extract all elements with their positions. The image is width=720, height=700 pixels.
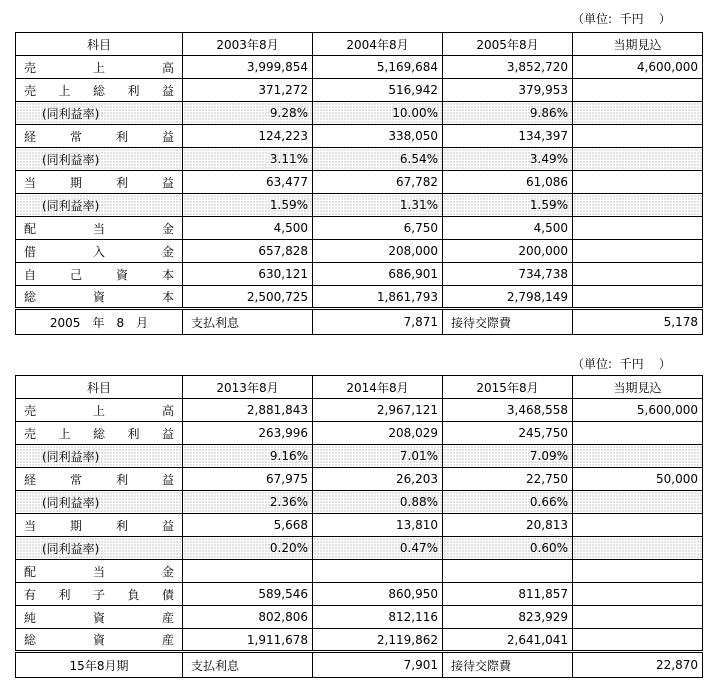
value-cell: 6,750 [313, 217, 443, 240]
value-cell: 7.01% [313, 445, 443, 468]
row-label-text: 自己資本 [24, 267, 174, 282]
value-cell [573, 514, 703, 537]
value-cell: 823,929 [443, 606, 573, 629]
interest-value: 7,871 [313, 309, 443, 335]
row-label [16, 399, 183, 422]
value-cell: 50,000 [573, 468, 703, 491]
value-cell: 3,852,720 [443, 56, 573, 79]
interest-value: 7,901 [313, 652, 443, 678]
row-label [16, 171, 183, 194]
value-cell: 263,996 [183, 422, 313, 445]
value-cell: 208,029 [313, 422, 443, 445]
table-row [16, 286, 703, 309]
interest-label: 支払利息 [183, 652, 313, 678]
value-cell: 9.86% [443, 102, 573, 125]
table-row [16, 514, 703, 537]
row-label-text: 有利子負債 [24, 587, 174, 602]
value-cell: 20,813 [443, 514, 573, 537]
value-cell: 0.88% [313, 491, 443, 514]
row-label: (同利益率) [16, 445, 183, 468]
table-row [16, 491, 703, 514]
value-cell: 0.20% [183, 537, 313, 560]
value-cell [573, 583, 703, 606]
financial-table-1 [15, 32, 703, 335]
value-cell: 1.31% [313, 194, 443, 217]
value-cell [313, 560, 443, 583]
value-cell: 9.16% [183, 445, 313, 468]
header-row [16, 376, 703, 399]
value-cell: 61,086 [443, 171, 573, 194]
value-cell: 124,223 [183, 125, 313, 148]
row-label [16, 629, 183, 652]
value-cell: 67,782 [313, 171, 443, 194]
table-1-body [16, 33, 703, 335]
row-label-text: 売上総利益 [24, 83, 174, 98]
column-header: 科目 [16, 33, 183, 56]
value-cell [573, 79, 703, 102]
row-label-text: 経常利益 [24, 472, 174, 487]
column-header: 当期見込 [573, 376, 703, 399]
value-cell [573, 171, 703, 194]
value-cell: 2,798,149 [443, 286, 573, 309]
financial-table-2 [15, 375, 703, 678]
value-cell: 3.11% [183, 148, 313, 171]
value-cell: 3,999,854 [183, 56, 313, 79]
value-cell [573, 606, 703, 629]
value-cell: 4,500 [183, 217, 313, 240]
value-cell: 6.54% [313, 148, 443, 171]
row-label-text: 配当金 [24, 564, 174, 579]
value-cell: 5,600,000 [573, 399, 703, 422]
table-row [16, 125, 703, 148]
column-header: 2004年8月 [313, 33, 443, 56]
value-cell: 657,828 [183, 240, 313, 263]
table-row [16, 560, 703, 583]
value-cell: 9.28% [183, 102, 313, 125]
value-cell: 200,000 [443, 240, 573, 263]
value-cell: 0.60% [443, 537, 573, 560]
table-row [16, 583, 703, 606]
table-row [16, 56, 703, 79]
value-cell: 13,810 [313, 514, 443, 537]
row-label-text: 売上高 [24, 403, 174, 418]
value-cell [573, 148, 703, 171]
footer-period: 15年8月期 [16, 652, 183, 678]
value-cell: 63,477 [183, 171, 313, 194]
table-row [16, 422, 703, 445]
table-row [16, 468, 703, 491]
table-2-body [16, 376, 703, 678]
table-row [16, 263, 703, 286]
footer-row [16, 309, 703, 335]
row-label-text: 当期利益 [24, 175, 174, 190]
row-label [16, 514, 183, 537]
value-cell: 516,942 [313, 79, 443, 102]
value-cell: 812,116 [313, 606, 443, 629]
row-label [16, 286, 183, 309]
interest-label: 支払利息 [183, 309, 313, 335]
table-row [16, 629, 703, 652]
value-cell: 1.59% [183, 194, 313, 217]
row-label-text: 総資本 [24, 290, 174, 304]
value-cell: 1,861,793 [313, 286, 443, 309]
column-header: 科目 [16, 376, 183, 399]
value-cell: 10.00% [313, 102, 443, 125]
value-cell: 22,750 [443, 468, 573, 491]
row-label [16, 263, 183, 286]
value-cell: 1,911,678 [183, 629, 313, 652]
table-row [16, 537, 703, 560]
value-cell: 2,967,121 [313, 399, 443, 422]
row-label: (同利益率) [16, 537, 183, 560]
entertainment-value: 5,178 [573, 309, 703, 335]
row-label-text: 売上総利益 [24, 426, 174, 441]
value-cell [573, 445, 703, 468]
table-row [16, 240, 703, 263]
table-row [16, 606, 703, 629]
value-cell: 4,600,000 [573, 56, 703, 79]
row-label-text: 純資産 [24, 610, 174, 625]
value-cell: 3,468,558 [443, 399, 573, 422]
value-cell [573, 422, 703, 445]
value-cell [573, 629, 703, 652]
footer-row [16, 652, 703, 678]
value-cell: 2,641,041 [443, 629, 573, 652]
value-cell: 379,953 [443, 79, 573, 102]
value-cell [573, 560, 703, 583]
row-label [16, 79, 183, 102]
table-row [16, 445, 703, 468]
value-cell [573, 263, 703, 286]
value-cell: 2,119,862 [313, 629, 443, 652]
row-label-text: 配当金 [24, 221, 174, 236]
value-cell: 2,881,843 [183, 399, 313, 422]
table-row [16, 217, 703, 240]
entertainment-label: 接待交際費 [443, 652, 573, 678]
value-cell: 734,738 [443, 263, 573, 286]
value-cell [573, 537, 703, 560]
value-cell: 245,750 [443, 422, 573, 445]
value-cell: 5,169,684 [313, 56, 443, 79]
value-cell [183, 560, 313, 583]
value-cell: 860,950 [313, 583, 443, 606]
value-cell: 134,397 [443, 125, 573, 148]
row-label-text: 経常利益 [24, 129, 174, 144]
footer-period: 2005 年 8 月 [16, 309, 183, 335]
value-cell: 371,272 [183, 79, 313, 102]
row-label [16, 468, 183, 491]
value-cell [573, 125, 703, 148]
row-label [16, 422, 183, 445]
unit-label-2: （単位: 千円 ） [572, 357, 671, 371]
value-cell [573, 491, 703, 514]
value-cell: 0.66% [443, 491, 573, 514]
value-cell: 1.59% [443, 194, 573, 217]
column-header: 2005年8月 [443, 33, 573, 56]
row-label: (同利益率) [16, 102, 183, 125]
header-row [16, 33, 703, 56]
value-cell: 3.49% [443, 148, 573, 171]
value-cell: 5,668 [183, 514, 313, 537]
table-row [16, 399, 703, 422]
value-cell [573, 194, 703, 217]
value-cell: 0.47% [313, 537, 443, 560]
value-cell [443, 560, 573, 583]
table-row [16, 148, 703, 171]
row-label [16, 217, 183, 240]
value-cell [573, 217, 703, 240]
row-label: (同利益率) [16, 148, 183, 171]
value-cell [573, 286, 703, 309]
row-label [16, 125, 183, 148]
row-label-text: 借入金 [24, 244, 174, 259]
value-cell: 4,500 [443, 217, 573, 240]
value-cell: 338,050 [313, 125, 443, 148]
table-row [16, 171, 703, 194]
value-cell [573, 102, 703, 125]
row-label: (同利益率) [16, 194, 183, 217]
value-cell: 26,203 [313, 468, 443, 491]
row-label [16, 560, 183, 583]
value-cell: 630,121 [183, 263, 313, 286]
column-header: 2013年8月 [183, 376, 313, 399]
table-row [16, 194, 703, 217]
row-label-text: 売上高 [24, 60, 174, 75]
row-label [16, 583, 183, 606]
row-label-text: 総資産 [24, 633, 174, 647]
value-cell: 208,000 [313, 240, 443, 263]
value-cell: 686,901 [313, 263, 443, 286]
row-label [16, 240, 183, 263]
value-cell: 589,546 [183, 583, 313, 606]
column-header: 当期見込 [573, 33, 703, 56]
column-header: 2003年8月 [183, 33, 313, 56]
row-label [16, 606, 183, 629]
value-cell [573, 240, 703, 263]
column-header: 2015年8月 [443, 376, 573, 399]
value-cell: 811,857 [443, 583, 573, 606]
column-header: 2014年8月 [313, 376, 443, 399]
entertainment-label: 接待交際費 [443, 309, 573, 335]
row-label-text: 当期利益 [24, 518, 174, 533]
table-row [16, 79, 703, 102]
row-label: (同利益率) [16, 491, 183, 514]
value-cell: 2.36% [183, 491, 313, 514]
table-row [16, 102, 703, 125]
value-cell: 7.09% [443, 445, 573, 468]
entertainment-value: 22,870 [573, 652, 703, 678]
row-label [16, 56, 183, 79]
value-cell: 2,500,725 [183, 286, 313, 309]
value-cell: 802,806 [183, 606, 313, 629]
unit-label-1: （単位: 千円 ） [572, 12, 671, 26]
value-cell: 67,975 [183, 468, 313, 491]
